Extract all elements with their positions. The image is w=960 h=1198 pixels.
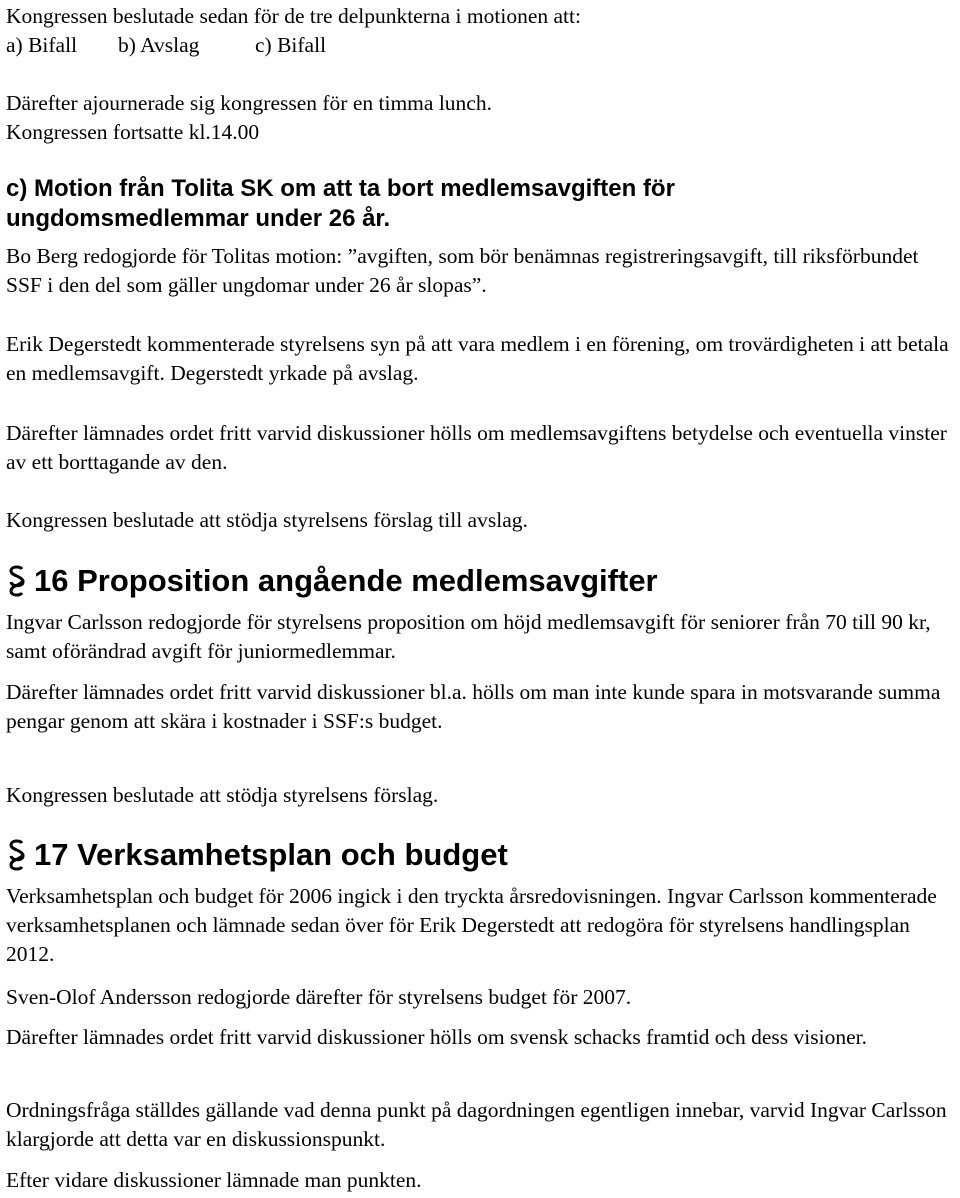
decision-item: c) Bifall	[255, 33, 327, 57]
paragraph: Ingvar Carlsson redogjorde för styrelsens proposition om höjd medlemsavgift för seniorer från 70 till 90 kr, samt oförändrad avgift för juniormedlemmar.	[6, 610, 931, 663]
paragraph: Därefter lämnades ordet fritt varvid diskussioner bl.a. hölls om man inte kunde spara in motsvarande summa pengar genom att skära i kostnader i SSF:s budget.	[6, 680, 941, 733]
section-sign-icon	[6, 838, 28, 872]
paragraph: Efter vidare diskussioner lämnade man punkten.	[6, 1168, 422, 1192]
paragraph: Kongressen beslutade att stödja styrelsens förslag.	[6, 783, 439, 807]
paragraph: Erik Degerstedt kommenterade styrelsens syn på att vara medlem i en förening, om trovärdigheten i att betala en medlemsavgift. Degerstedt yrkade på avslag.	[6, 332, 949, 385]
paragraph: Kongressen fortsatte kl.14.00	[6, 120, 260, 144]
decision-list	[6, 31, 956, 60]
paragraph: Bo Berg redogjorde för Tolitas motion: ”avgiften, som bör benämnas registreringsavgift, till riksförbundet SSF i den del som gäller ungdomar under 26 år slopas”.	[6, 244, 919, 297]
paragraph: Ordningsfråga ställdes gällande vad denna punkt på dagordningen egentligen innebar, varvid Ingvar Carlsson klargjorde att detta var en diskussionspunkt.	[6, 1098, 947, 1151]
paragraph: Kongressen beslutade att stödja styrelsens förslag till avslag.	[6, 508, 528, 532]
section-heading	[6, 836, 956, 874]
decision-item: a) Bifall	[6, 33, 78, 57]
paragraph: Kongressen beslutade sedan för de tre delpunkterna i motionen att:	[6, 4, 581, 28]
paragraph: Därefter lämnades ordet fritt varvid diskussioner hölls om svensk schacks framtid och dess visioner.	[6, 1025, 867, 1049]
decision-item: b) Avslag	[118, 33, 200, 57]
paragraph: Därefter lämnades ordet fritt varvid diskussioner hölls om medlemsavgiftens betydelse och eventuella vinster av ett borttagande av den.	[6, 421, 947, 474]
paragraph: Därefter ajournerade sig kongressen för en timma lunch.	[6, 91, 492, 115]
section-heading-text: 17 Verksamhetsplan och budget	[34, 837, 508, 872]
paragraph: Verksamhetsplan och budget för 2006 ingick i den tryckta årsredovisningen. Ingvar Carlsson kommenterade verksamhetsplanen och lämnade sedan över för Erik Degerstedt att redogöra för styrelsens handlingsplan 2012.	[6, 884, 937, 966]
paragraph: Sven-Olof Andersson redogjorde därefter för styrelsens budget för 2007.	[6, 985, 632, 1009]
section-sign-icon	[6, 564, 28, 598]
section-heading-text: 16 Proposition angående medlemsavgifter	[34, 563, 658, 598]
section-heading	[6, 562, 956, 600]
motion-heading: c) Motion från Tolita SK om att ta bort medlemsavgiften för ungdomsmedlemmar under 26 år.	[6, 175, 675, 232]
